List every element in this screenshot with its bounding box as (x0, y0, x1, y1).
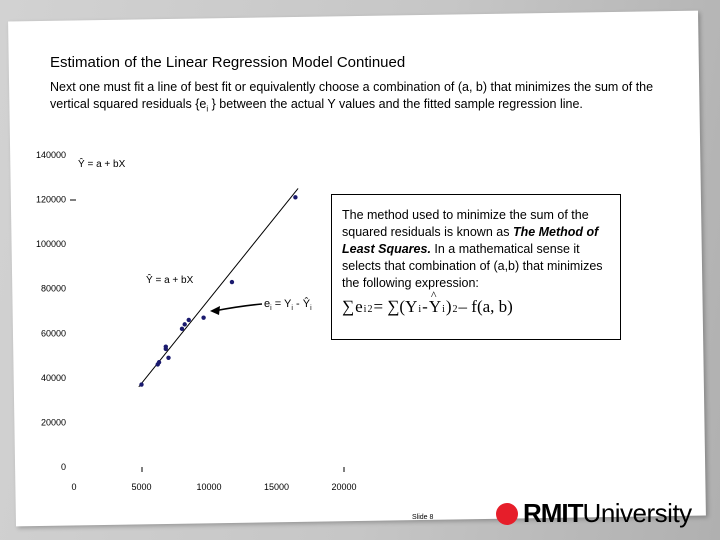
logo-text-bold: RMIT (523, 498, 583, 528)
formula-sub: i (442, 304, 445, 315)
data-point (183, 322, 187, 326)
data-point (201, 315, 205, 319)
least-squares-callout (331, 194, 621, 340)
formula-sup: 2 (452, 304, 458, 315)
formula-sub: i (363, 304, 367, 315)
x-tick-label: 10000 (196, 482, 222, 492)
y-tick-label: 20000 (40, 417, 66, 428)
data-point (166, 356, 170, 360)
formula-sum: ∑ (342, 297, 355, 316)
y-tick-label: 40000 (40, 372, 66, 383)
rmit-logo (496, 498, 692, 529)
data-point (164, 344, 168, 348)
least-squares-formula (342, 298, 612, 318)
y-tick-label: 120000 (35, 194, 66, 205)
x-tick-label: 20000 (331, 482, 357, 492)
regression-line (139, 188, 298, 386)
data-points (139, 195, 297, 387)
x-tick-label: 0 (71, 482, 77, 492)
residual-label: $e_i = Y_i$ - $Ŷ_i$ (264, 298, 312, 312)
data-point (139, 382, 143, 386)
data-point (180, 327, 184, 331)
residual-arrow (214, 304, 262, 311)
formula-sub: i (418, 304, 422, 315)
y-tick-label: 100000 (35, 239, 66, 250)
residual-arrowhead (210, 306, 220, 315)
y-tick-label: 0 (60, 462, 66, 472)
formula-minus: - (422, 297, 428, 316)
data-point (293, 195, 297, 199)
y-axis-ticks (36, 150, 66, 472)
formula-e: e (355, 297, 363, 316)
formula-sup: 2 (367, 304, 373, 315)
x-tick-label: 5000 (131, 482, 152, 492)
data-point (157, 360, 161, 364)
rmit-logo-icon (496, 503, 518, 525)
y-tick-label: 80000 (40, 283, 66, 294)
slide-number: Slide 8 (412, 514, 434, 521)
formula-rest: – f(a, b) (458, 297, 513, 316)
label-mid: Ŷ = a + bX (146, 275, 194, 286)
y-tick-label: 140000 (35, 150, 66, 160)
slide-title: Estimation of the Linear Regression Model Continued (50, 54, 406, 71)
formula-yhat: ^ Y (429, 298, 441, 315)
callout-text-2: In a mathematical sense it selects that combination of (a,b) that minimizes the following expression: (342, 242, 603, 290)
y-tick-label: 60000 (40, 328, 66, 339)
callout-text-1: The method used to minimize the sum of the squared residuals is known as (342, 208, 589, 239)
intro-text-1: Next one must fit a line of best fit or equivalently choose a combination of (a, b) that minimizes the sum of the vertical squared residuals {e (50, 80, 654, 111)
logo-text-regular: University (582, 498, 692, 528)
callout-bold: The Method of Least Squares. (342, 225, 599, 256)
data-point (187, 318, 191, 322)
intro-subscript: i (206, 104, 209, 114)
formula-close: ) (445, 297, 452, 316)
label-top: Ŷ = a + bX (78, 159, 126, 170)
formula-eq: = ∑(Y (373, 297, 418, 316)
x-axis-ticks (71, 482, 356, 492)
x-tick-label: 15000 (263, 482, 290, 492)
data-point (230, 280, 234, 284)
intro-text-2: } between the actual Y values and the fitted sample regression line. (208, 97, 583, 111)
